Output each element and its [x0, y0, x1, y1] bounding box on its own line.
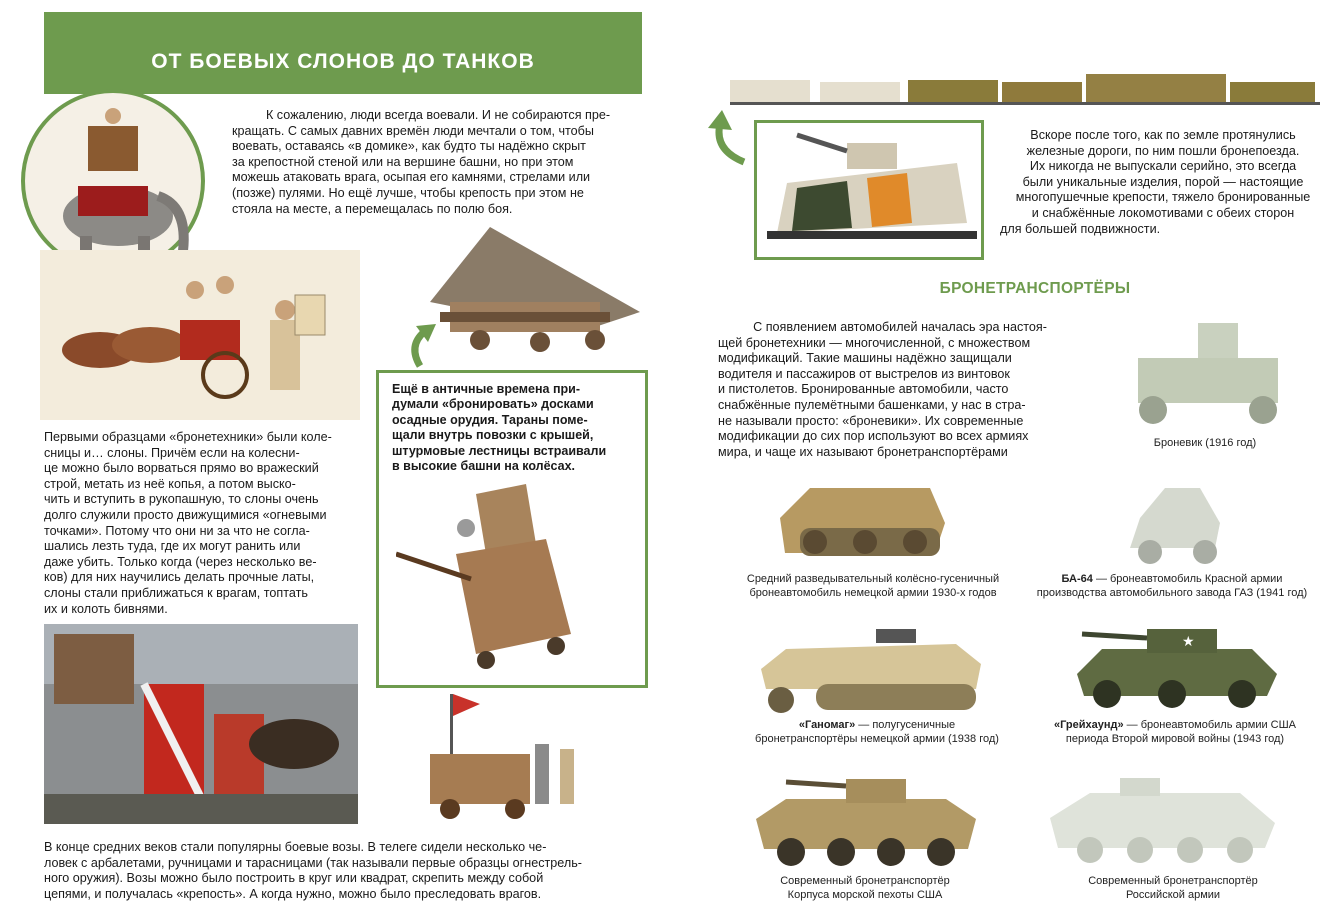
caption-ba64: БА-64 — бронеавтомобиль Красной армии производства автомобильного завода ГАЗ (1941 год): [1036, 573, 1308, 599]
covered-ram-illustration: [420, 222, 642, 354]
chariot-illustration: [40, 250, 360, 420]
apc-paragraph: С появлением автомобилей началась эра настоя- щей бронетехники — многочисленной, с множеством модификаций. Такие машины надёжно защищали водителя и пассажиров от выстрелов из винтовок и пистолетов. Бронированные автомобили, часто снабжённые пулемётными башенками, у нас в стра- не называли просто: «броневики». Их современные модификации до сих пор используют во всех армиях мира, и чаще их называют бронетранспортёрами: [718, 320, 1047, 459]
caption-bronevik: Броневик (1916 год): [1153, 437, 1257, 449]
siege-box-text: Ещё в античные времена при- думали «бронировать» досками осадные орудия. Тараны поме- щали внутрь повозки с крышей, штурмовые лестницы встраивали в высокие башни на колёсах.: [392, 382, 607, 474]
page-title: ОТ БОЕВЫХ СЛОНОВ ДО ТАНКОВ: [151, 50, 535, 73]
caption-greyhound: «Грейхаунд» — бронеавтомобиль армии США периода Второй мировой войны (1943 год): [1053, 719, 1297, 745]
trains-paragraph: Вскоре после того, как по земле протянулись железные дороги, по ним пошли бронепоезда. Их никогда не выпускали серийно, это всегда были уникальные изделия, порой — настоящие многопушечные крепости, тяжело бронированные и снабжённые локомотивами с обеих сторон для большей подвижности.: [1000, 128, 1311, 236]
siege-tower-illustration: [396, 484, 616, 670]
chariots-paragraph: Первыми образцами «бронетехники» были коле- сницы и… слоны. Причём если на колесни- це можно было ворваться прямо во вражеский строй, метать из неё копья, а потом выско- чить и вступить в рукопашную, то слоны очень долго служили просто движущимися «огневыми точками». Потому что они ни за что не согла- шались лезть туда, где их могут ранить или даже убить. Только когда (через несколько ве- ков) для них научились делать прочные латы, слоны стали приближаться к врагам, топтать их и колоть бивнями.: [44, 430, 332, 616]
armored-car-box: [754, 120, 984, 260]
caption-scout: Средний разведывательный колёсно-гусеничный бронеавтомобиль немецкой армии 1930-х годов: [746, 573, 1000, 599]
train-arrow-icon: [704, 110, 750, 166]
curved-arrow-icon: [402, 318, 442, 368]
bronevik-1916-illustration: [1118, 318, 1290, 430]
scout-vehicle-illustration: [770, 468, 950, 568]
war-elephant-illustration: [18, 86, 208, 276]
caption-ganomag: «Ганомаг» — полугусеничные бронетранспортёры немецкой армии (1938 год): [755, 719, 999, 745]
svg-text:★: ★: [1182, 634, 1195, 650]
intro-paragraph: К сожалению, люди всегда воевали. И не собираются пре- кращать. С самых давних времён люди мечтали о том, чтобы воевать, оставаясь «в домике», как будто ты надёжно скрыт за крепостной стеной или на вершине башни, но при этом можешь атаковать врага, осыпая его камнями, стрелами или (позже) пулями. Но ещё лучше, чтобы крепость при этом не стояла на месте, а перемещалась по полю боя.: [232, 108, 611, 216]
caption-usmc: Современный бронетранспортёр Корпуса морской пехоты США: [780, 875, 950, 901]
caption-russia: Современный бронетранспортёр Российской армии: [1088, 875, 1258, 901]
usmc-apc-illustration: [746, 764, 982, 874]
greyhound-illustration: [1072, 614, 1282, 714]
medieval-battle-illustration: [44, 624, 358, 824]
war-wagon-illustration: [420, 694, 590, 824]
armored-train-strip: [730, 70, 1320, 110]
ganomag-illustration: [756, 624, 988, 716]
russian-apc-illustration: [1040, 768, 1280, 868]
wagons-paragraph: В конце средних веков стали популярны боевые возы. В телеге сидели несколько че- ловек с арбалетами, ручницами и тарасницами (так называли первые образцы огнестрель- ного оружия). Возы можно было построить в круг или квадрат, скрепить между собой цепями, и получалась «крепость». А когда нужно, можно было преследовать врагов.: [44, 840, 582, 901]
apc-section-heading: БРОНЕТРАНСПОРТЁРЫ: [939, 280, 1131, 297]
ba64-illustration: [1120, 478, 1230, 568]
